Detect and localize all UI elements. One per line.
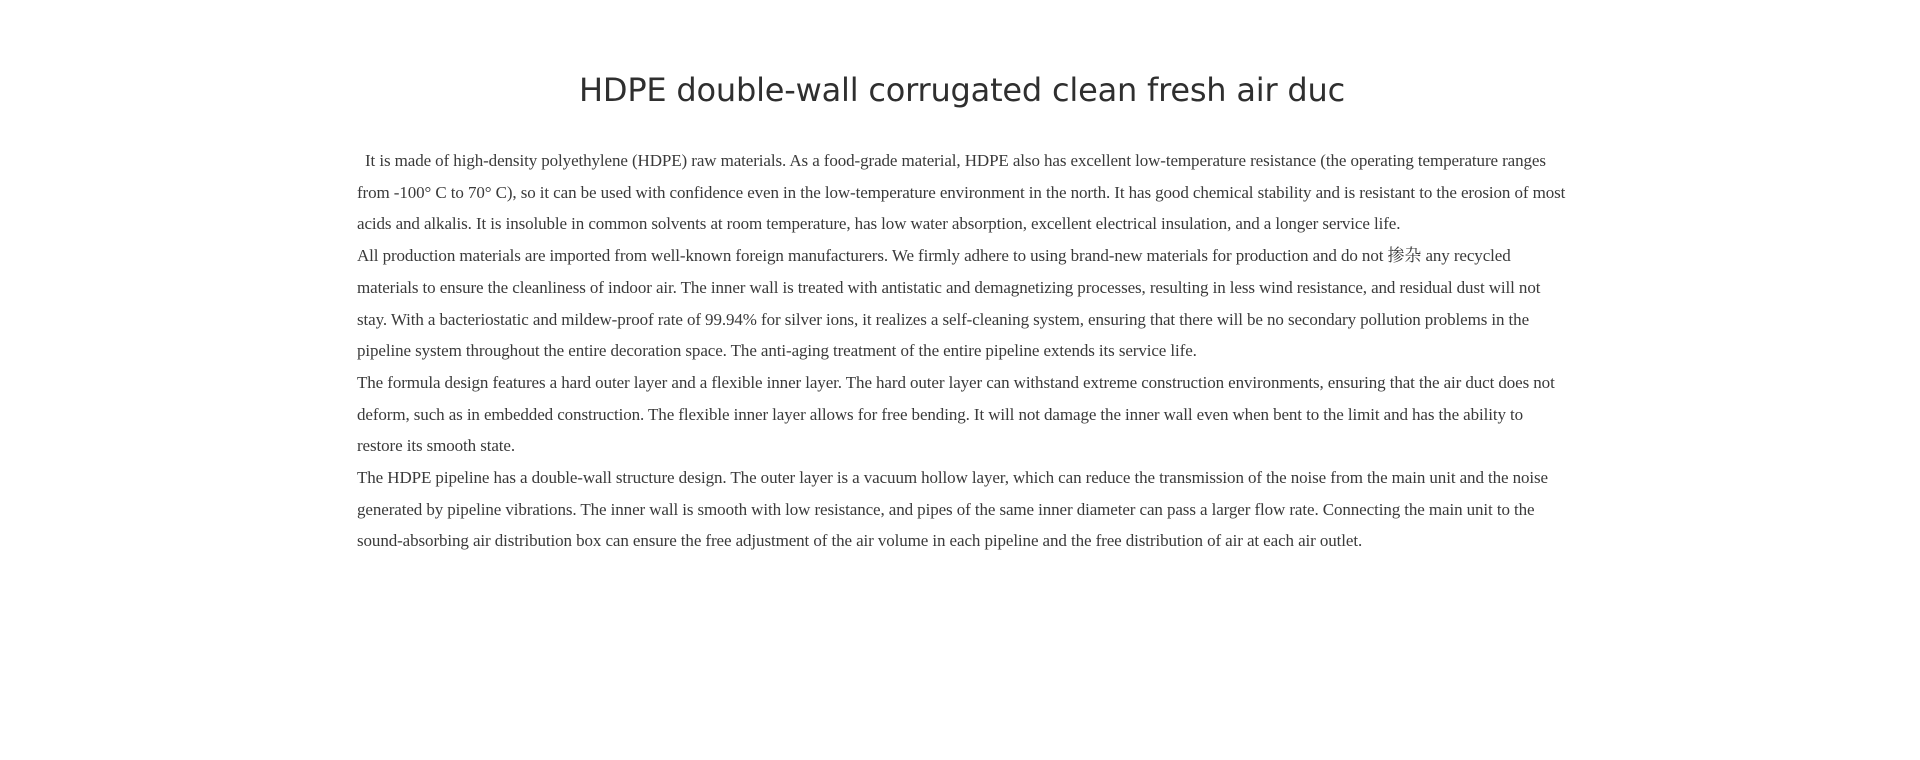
paragraph-formula: The formula design features a hard outer layer and a flexible inner layer. The hard outer layer can withstand extreme construction environments, ensuring that the air duct does not deform, such as in embedded construction. The flexible inner layer allows for free bending. It will not damage the inner wall even when bent to the limit and has the ability to restore its smooth state. — [357, 372, 1555, 456]
article-body — [357, 145, 1567, 557]
paragraph-structure: The HDPE pipeline has a double-wall structure design. The outer layer is a vacuum hollow layer, which can reduce the transmission of the noise from the main unit and the noise generated by pipeline vibrations. The inner wall is smooth with low resistance, and pipes of the same inner diameter can pass a larger flow rate. Connecting the main unit to the sound-absorbing air distribution box can ensure the free adjustment of the air volume in each pipeline and the free distribution of air at each air outlet. — [357, 468, 1549, 551]
article — [357, 68, 1567, 557]
page-title: HDPE double-wall corrugated clean fresh air duc — [579, 71, 1345, 109]
paragraph-production: All production materials are imported from well-known foreign manufacturers. We firmly adhere to using brand-new materials for production and do not 掺杂 any recycled materials to ensure the cleanliness of indoor air. The inner wall is treated with antistatic and demagnetizing processes, resulting in less wind resistance, and residual dust will not stay. With a bacteriostatic and mildew-proof rate of 99.94% for silver ions, it realizes a self-cleaning system, ensuring that there will be no secondary pollution problems in the pipeline system throughout the entire decoration space. The anti-aging treatment of the entire pipeline extends its service life. — [357, 246, 1541, 361]
paragraph-material: It is made of high-density polyethylene (HDPE) raw materials. As a food-grade material, HDPE also has excellent low-temperature resistance (the operating temperature ranges from -100° C to 70° C), so it can be used with confidence even in the low-temperature environment in the north. It has good chemical stability and is resistant to the erosion of most acids and alkalis. It is insoluble in common solvents at room temperature, has low water absorption, excellent electrical insulation, and a longer service life. — [357, 151, 1566, 234]
